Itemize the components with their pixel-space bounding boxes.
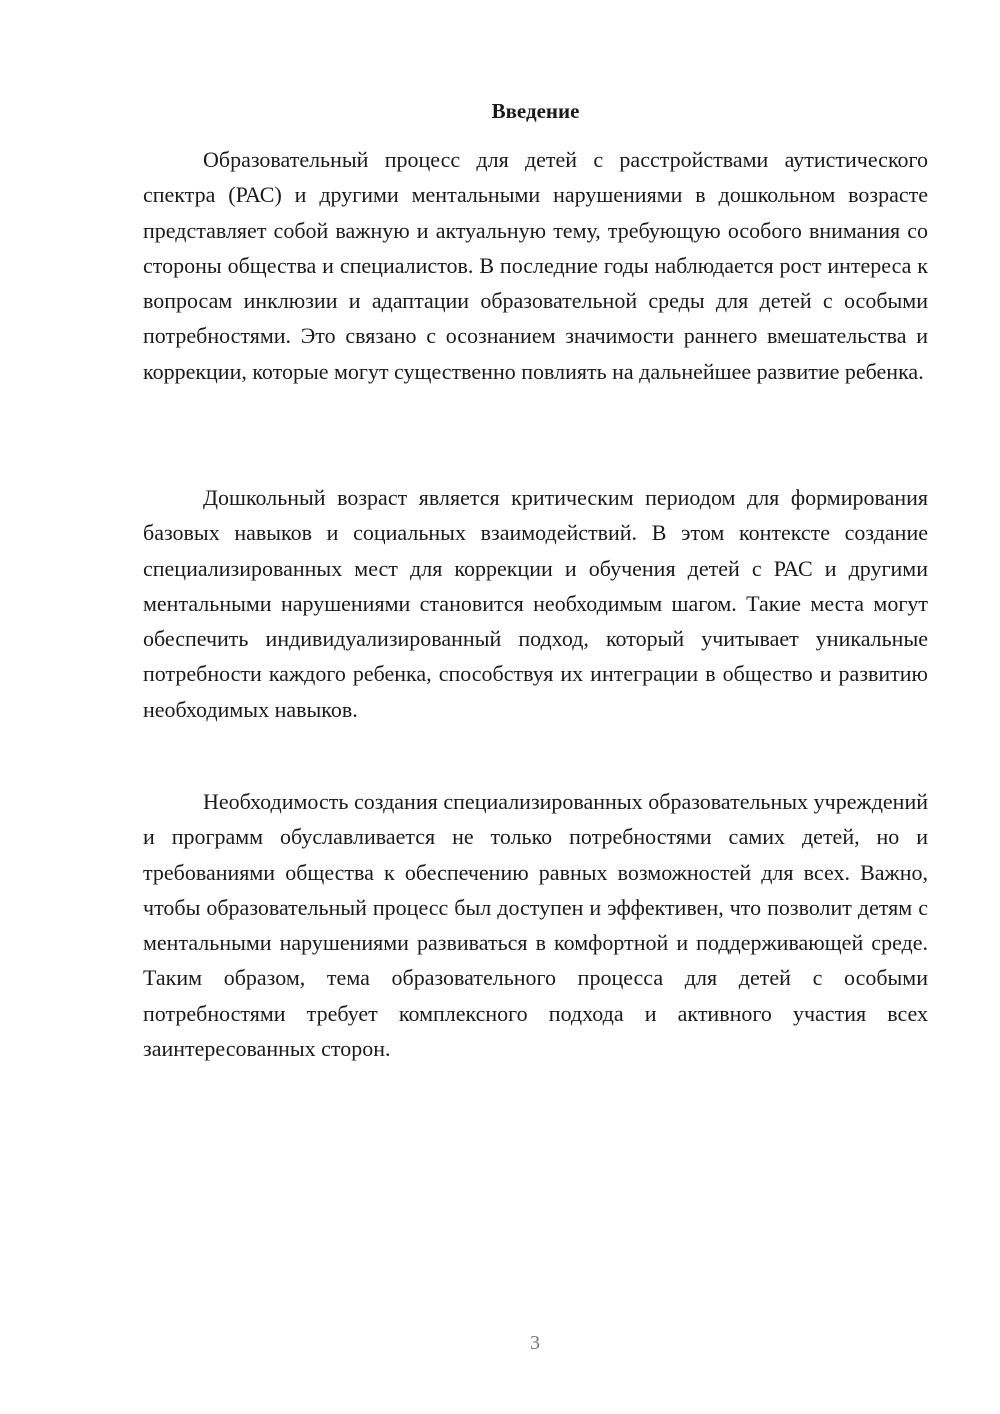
section-heading: Введение: [491, 99, 580, 123]
paragraph-2: Дошкольный возраст является критическим периодом для формирования базовых навыков и социальных взаимодействий. В этом контексте создание специализированных мест для коррекции и обучения детей с РАС и другими ментальными нарушениями становится необходимым шагом. Такие места могут обеспечить индивидуализированный подход, который учитывает уникальные потребности каждого ребенка, способствуя их интеграции в общество и развитию необходимых навыков.: [143, 485, 928, 722]
paragraph-3: Необходимость создания специализированных образовательных учреждений и программ обуславливается не только потребностями самих детей, но и требованиями общества к обеспечению равных возможностей для всех. Важно, чтобы образовательный процесс был доступен и эффективен, что позволит детям с ментальными нарушениями развиваться в комфортной и поддерживающей среде. Таким образом, тема образовательного процесса для детей с особыми потребностями требует комплексного подхода и активного участия всех заинтересованных сторон.: [143, 789, 928, 1062]
paragraph-1: Образовательный процесс для детей с расстройствами аутистического спектра (РАС) и другими ментальными нарушениями в дошкольном возрасте представляет собой важную и актуальную тему, требующую особого внимания со стороны общества и специалистов. В последние годы наблюдается рост интереса к вопросам инклюзии и адаптации образовательной среды для детей с особыми потребностями. Это связано с осознанием значимости раннего вмешательства и коррекции, которые могут существенно повлиять на дальнейшее развитие ребенка.: [143, 147, 928, 384]
page-number: 3: [530, 1332, 540, 1354]
